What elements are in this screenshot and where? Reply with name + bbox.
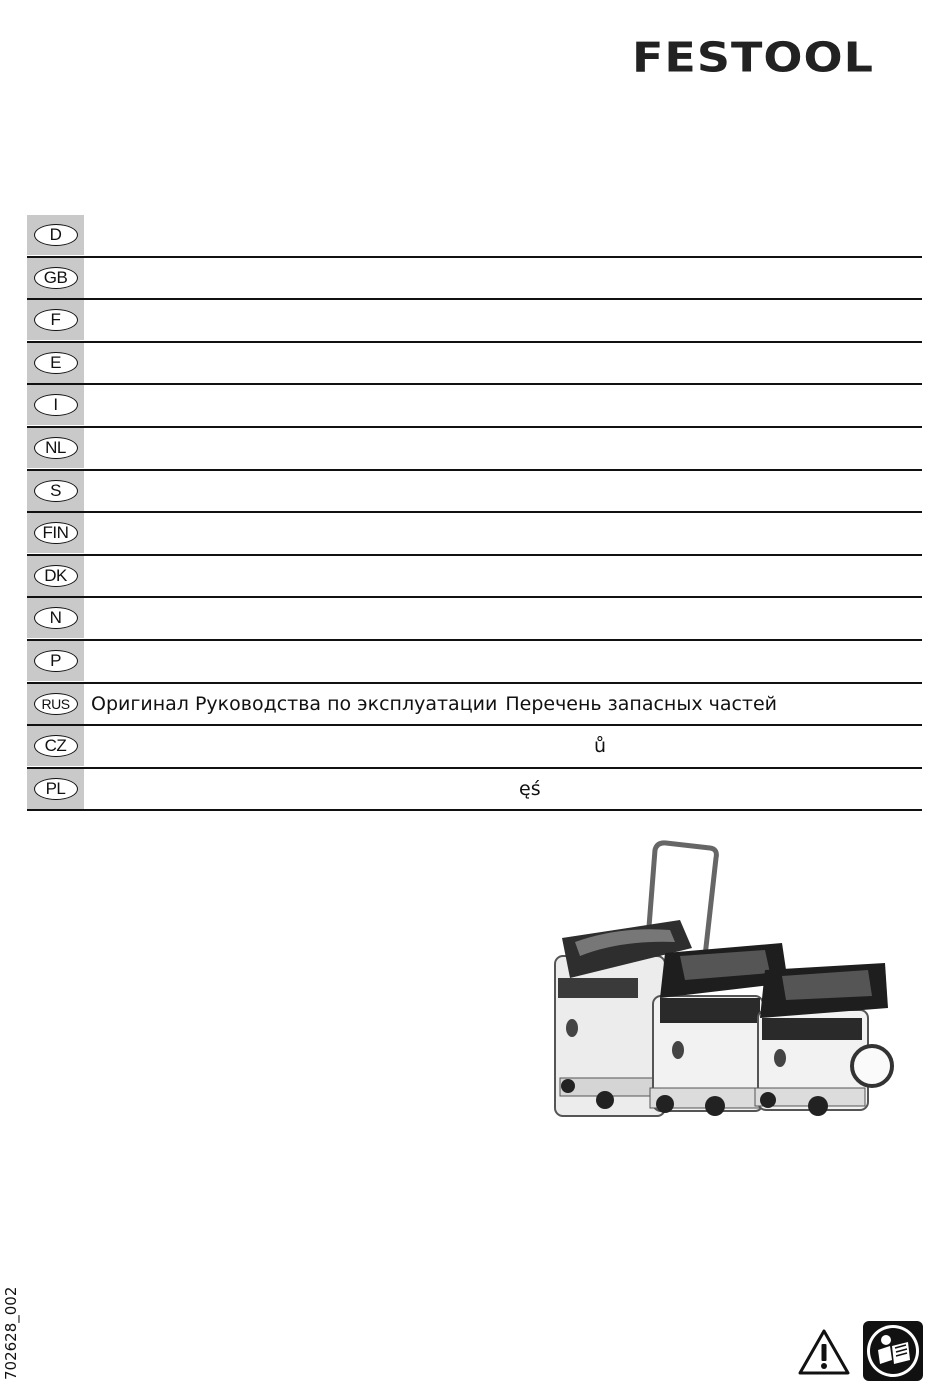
language-title — [91, 684, 785, 724]
language-accent-text: ęś — [519, 777, 541, 800]
language-row-e — [27, 343, 922, 386]
language-cell — [27, 726, 84, 766]
spare-parts-title: Перечень запасных частей — [505, 692, 778, 715]
language-row-fin — [27, 513, 922, 556]
language-cell — [27, 513, 84, 553]
language-badge: CZ — [34, 735, 78, 757]
language-row-dk — [27, 556, 922, 599]
language-cell — [27, 385, 84, 425]
language-badge: NL — [34, 437, 78, 459]
language-badge: FIN — [34, 522, 78, 544]
language-row-n — [27, 598, 922, 641]
language-row-rus — [27, 684, 922, 727]
manual-title: Оригинал Руководства по эксплуатации — [91, 692, 498, 715]
document-number: 702628_002 — [2, 1286, 20, 1380]
language-row-cz — [27, 726, 922, 769]
language-badge: GB — [34, 267, 78, 289]
language-cell — [27, 343, 84, 383]
language-badge: RUS — [34, 693, 78, 715]
vacuum-cleaners-image — [550, 838, 895, 1123]
language-badge: F — [34, 309, 78, 331]
language-badge: PL — [34, 778, 78, 800]
language-badge: S — [34, 480, 78, 502]
festool-logo: FESTOOL — [632, 32, 874, 82]
language-table — [27, 215, 922, 811]
language-row-pl — [27, 769, 922, 812]
language-row-s — [27, 471, 922, 514]
language-row-p — [27, 641, 922, 684]
language-row-nl — [27, 428, 922, 471]
warning-triangle-icon — [798, 1328, 850, 1376]
language-row-d — [27, 215, 922, 258]
language-badge: P — [34, 650, 78, 672]
language-cell — [27, 769, 84, 809]
language-cell — [27, 556, 84, 596]
language-badge: E — [34, 352, 78, 374]
language-cell — [27, 258, 84, 298]
language-cell — [27, 641, 84, 681]
language-accent-text: ů — [594, 735, 607, 758]
language-cell — [27, 428, 84, 468]
language-cell — [27, 300, 84, 340]
language-cell — [27, 215, 84, 255]
language-row-i — [27, 385, 922, 428]
language-row-f — [27, 300, 922, 343]
language-row-gb — [27, 258, 922, 301]
language-cell — [27, 598, 84, 638]
language-cell — [27, 471, 84, 511]
language-badge: DK — [34, 565, 78, 587]
language-badge: N — [34, 607, 78, 629]
language-cell — [27, 684, 84, 724]
language-badge: I — [34, 394, 78, 416]
language-badge: D — [34, 224, 78, 246]
read-manual-icon — [862, 1320, 924, 1382]
